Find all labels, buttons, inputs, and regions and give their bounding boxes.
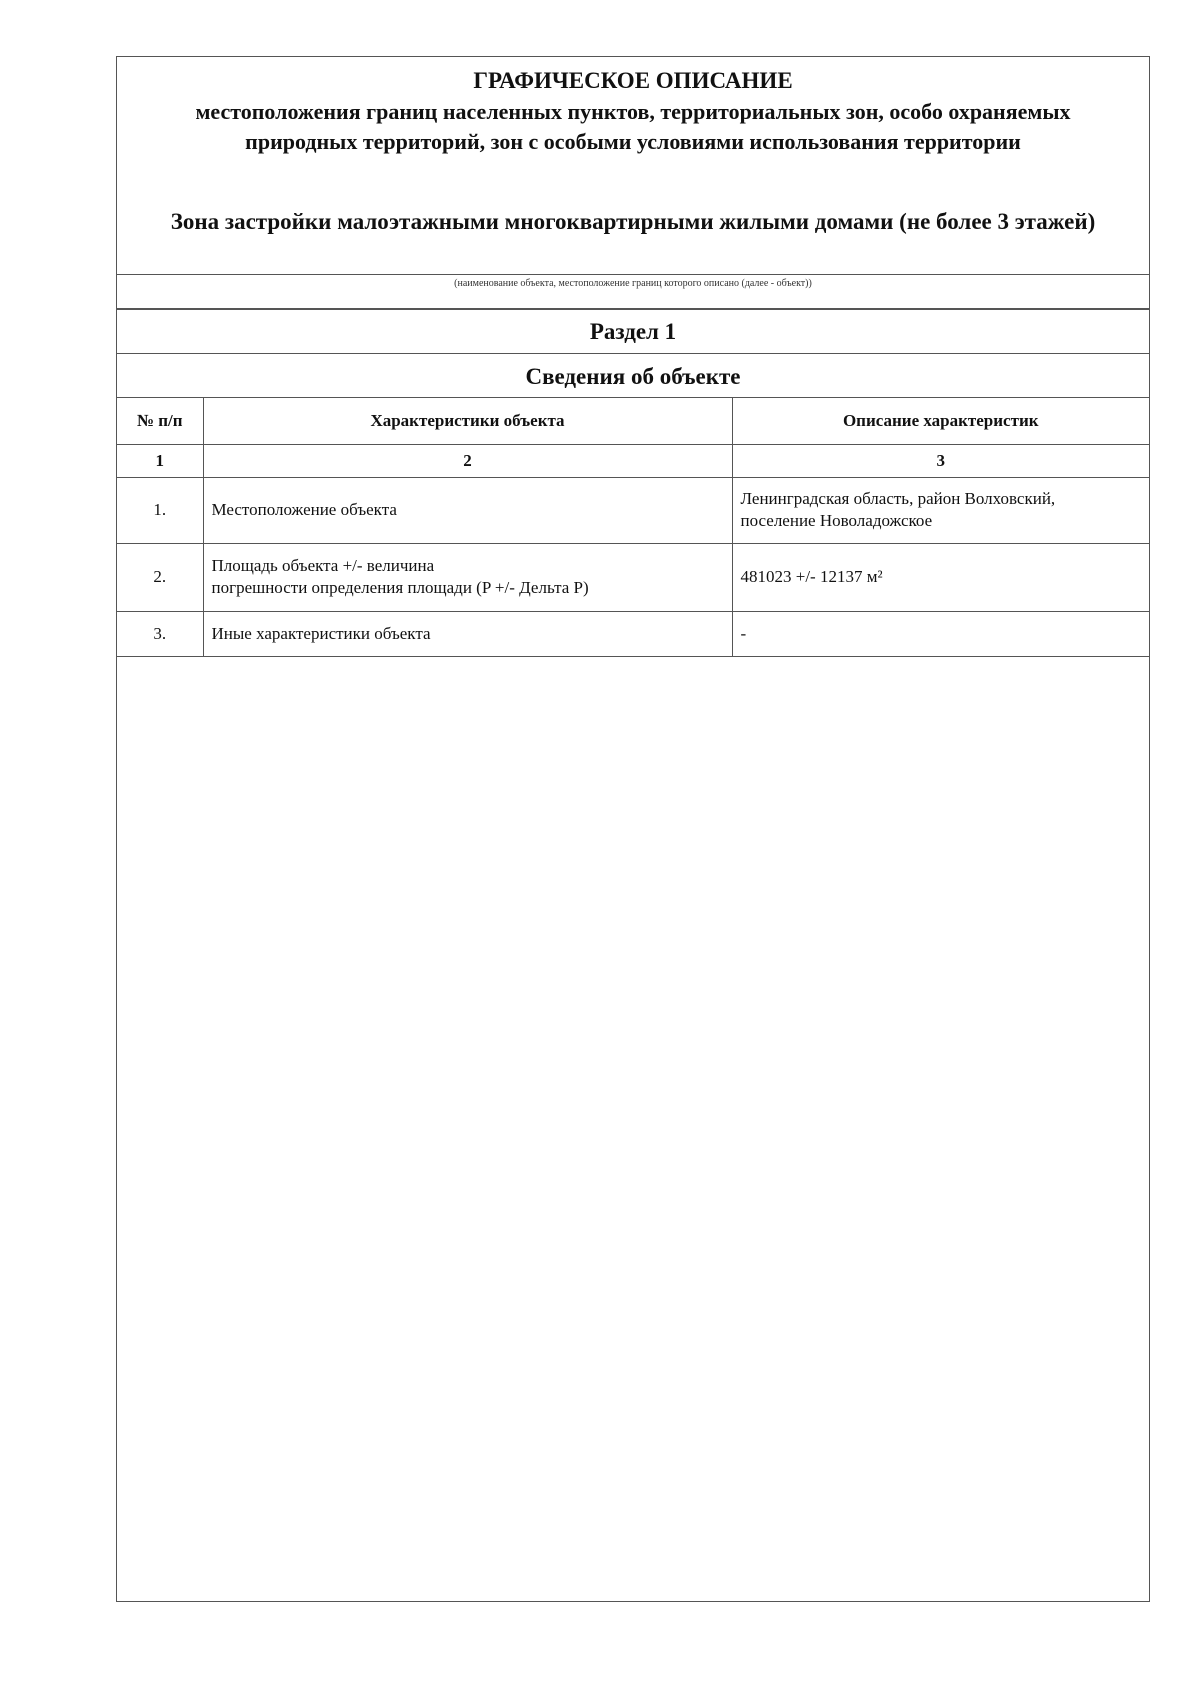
column-index-3: 3 xyxy=(732,444,1149,477)
table-row xyxy=(117,477,1149,543)
table-row xyxy=(117,611,1149,656)
object-info-table xyxy=(117,398,1149,657)
row-num: 3. xyxy=(117,611,203,656)
row-num: 2. xyxy=(117,543,203,611)
table-index-row xyxy=(117,444,1149,477)
row-characteristic: Площадь объекта +/- величина погрешности определения площади (P +/- Дельта P) xyxy=(203,543,732,611)
table-row xyxy=(117,543,1149,611)
object-name: Зона застройки малоэтажными многоквартирными жилыми домами (не более 3 этажей) xyxy=(170,209,1096,234)
row-description: Ленинградская область, район Волховский, поселение Новоладожское xyxy=(732,477,1149,543)
column-index-2: 2 xyxy=(203,444,732,477)
row-num: 1. xyxy=(117,477,203,543)
table-header-row xyxy=(117,398,1149,444)
row-characteristic: Иные характеристики объекта xyxy=(203,611,732,656)
object-caption: (наименование объекта, местоположение границ которого описано (далее - объект)) xyxy=(117,275,1149,309)
section-title: Сведения об объекте xyxy=(117,354,1149,398)
section-number: Раздел 1 xyxy=(117,309,1149,354)
document-header xyxy=(117,57,1149,275)
document-title: ГРАФИЧЕСКОЕ ОПИСАНИЕ xyxy=(473,68,793,93)
header-characteristic: Характеристики объекта xyxy=(203,398,732,444)
header-num: № п/п xyxy=(117,398,203,444)
document-frame xyxy=(116,56,1150,1602)
row-description: 481023 +/- 12137 м² xyxy=(732,543,1149,611)
row-characteristic: Местоположение объекта xyxy=(203,477,732,543)
header-description: Описание характеристик xyxy=(732,398,1149,444)
column-index-1: 1 xyxy=(117,444,203,477)
row-description: - xyxy=(732,611,1149,656)
document-subtitle: местоположения границ населенных пунктов, территориальных зон, особо охраняемых природных территорий, зон с особыми условиями использования территории xyxy=(195,99,1071,154)
